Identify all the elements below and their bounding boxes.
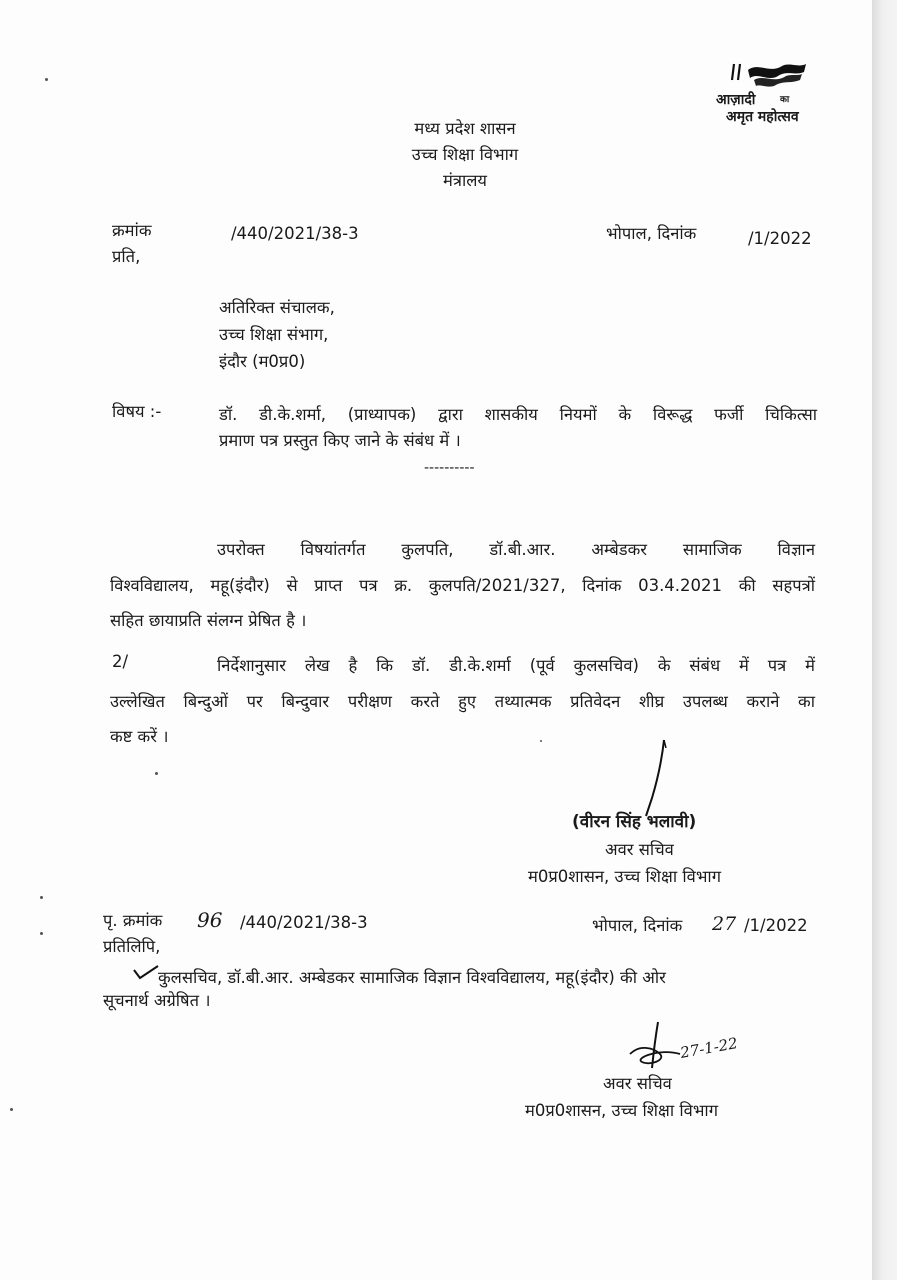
- para1-line2: विश्वविद्यालय, महू(इंदौर) से प्राप्त पत्र क्र. कुलपति/2021/327, दिनांक 03.4.2021 की सहपत्रों: [110, 576, 815, 595]
- endorsement-line2: सूचनार्थ अग्रेषित ।: [103, 991, 211, 1010]
- scan-dot: [540, 740, 542, 742]
- para2-number: 2/: [112, 652, 129, 671]
- signatory-name: (वीरन सिंह भलावी): [572, 812, 697, 832]
- endorsement-kramank-label: पृ. क्रमांक: [103, 911, 163, 930]
- para1-line3: सहित छायाप्रति संलग्न प्रेषित है ।: [110, 611, 307, 630]
- addressee-line2: उच्च शिक्षा संभाग,: [219, 325, 329, 344]
- azadi-logo-flag-icon: [730, 60, 810, 92]
- endorsement-hand-number: 96: [197, 908, 223, 932]
- kramank-label: क्रमांक: [112, 221, 152, 240]
- header-line2: उच्च शिक्षा विभाग: [411, 145, 519, 164]
- addressee-line3: इंदौर (म0प्र0): [219, 352, 306, 371]
- signatory2-designation: अवर सचिव: [603, 1074, 672, 1093]
- prati-label: प्रति,: [112, 247, 141, 266]
- para2-line1: निर्देशानुसार लेख है कि डॉ. डी.के.शर्मा (पूर्व कुलसचिव) के संबंध में पत्र में: [217, 656, 815, 675]
- scan-dot: [40, 932, 43, 935]
- signatory2-office: म0प्र0शासन, उच्च शिक्षा विभाग: [525, 1101, 718, 1120]
- subject-label: विषय :-: [112, 402, 162, 421]
- page-edge: [872, 0, 897, 1280]
- scan-dot: [45, 78, 48, 81]
- para2-line2: उल्लेखित बिन्दुओं पर बिन्दुवार परीक्षण करते हुए तथ्यात्मक प्रतिवेदन शीघ्र उपलब्ध कराने का: [110, 692, 815, 711]
- addressee-line1: अतिरिक्त संचालक,: [219, 298, 335, 317]
- header-line3: मंत्रालय: [442, 171, 487, 190]
- subject-divider: ----------: [424, 460, 475, 476]
- place-date-label: भोपाल, दिनांक: [606, 224, 697, 243]
- azadi-logo-line2: अमृत महोत्सव: [726, 109, 799, 125]
- scan-dot: [10, 1108, 13, 1111]
- azadi-logo-line1: आज़ादी: [716, 92, 756, 108]
- header-line1: मध्य प्रदेश शासन: [414, 119, 516, 138]
- endorsement-line1: कुलसचिव, डॉ.बी.आर. अम्बेडकर सामाजिक विज्ञान विश्वविद्यालय, महू(इंदौर) की ओर: [158, 968, 666, 987]
- signatory-office: म0प्र0शासन, उच्च शिक्षा विभाग: [528, 867, 721, 886]
- signature-initial-date: 27-1-22: [678, 1034, 739, 1062]
- endorsement-date: /1/2022: [744, 916, 808, 935]
- endorsement-place-label: भोपाल, दिनांक: [592, 916, 683, 935]
- copy-label: प्रतिलिपि,: [103, 937, 161, 956]
- subject-line2: प्रमाण पत्र प्रस्तुत किए जाने के संबंध में ।: [219, 431, 461, 450]
- endorsement-number: /440/2021/38-3: [240, 913, 368, 932]
- signatory-designation: अवर सचिव: [605, 840, 674, 859]
- para1-line1: उपरोक्त विषयांतर्गत कुलपति, डॉ.बी.आर. अम्बेडकर सामाजिक विज्ञान: [217, 540, 815, 559]
- azadi-logo-ka: का: [780, 95, 790, 105]
- para2-line3: कष्ट करें ।: [110, 727, 169, 746]
- subject-line1: डॉ. डी.के.शर्मा, (प्राध्यापक) द्वारा शासकीय नियमों के विरूद्ध फर्जी चिकित्सा: [219, 405, 817, 424]
- letter-date: /1/2022: [748, 229, 812, 248]
- tick-mark-icon: [132, 964, 160, 982]
- signature-stroke-1: [640, 738, 670, 818]
- scan-dot: [40, 896, 43, 899]
- letter-number: /440/2021/38-3: [231, 224, 359, 243]
- scan-dot: [155, 772, 158, 775]
- endorsement-hand-day: 27: [712, 913, 737, 935]
